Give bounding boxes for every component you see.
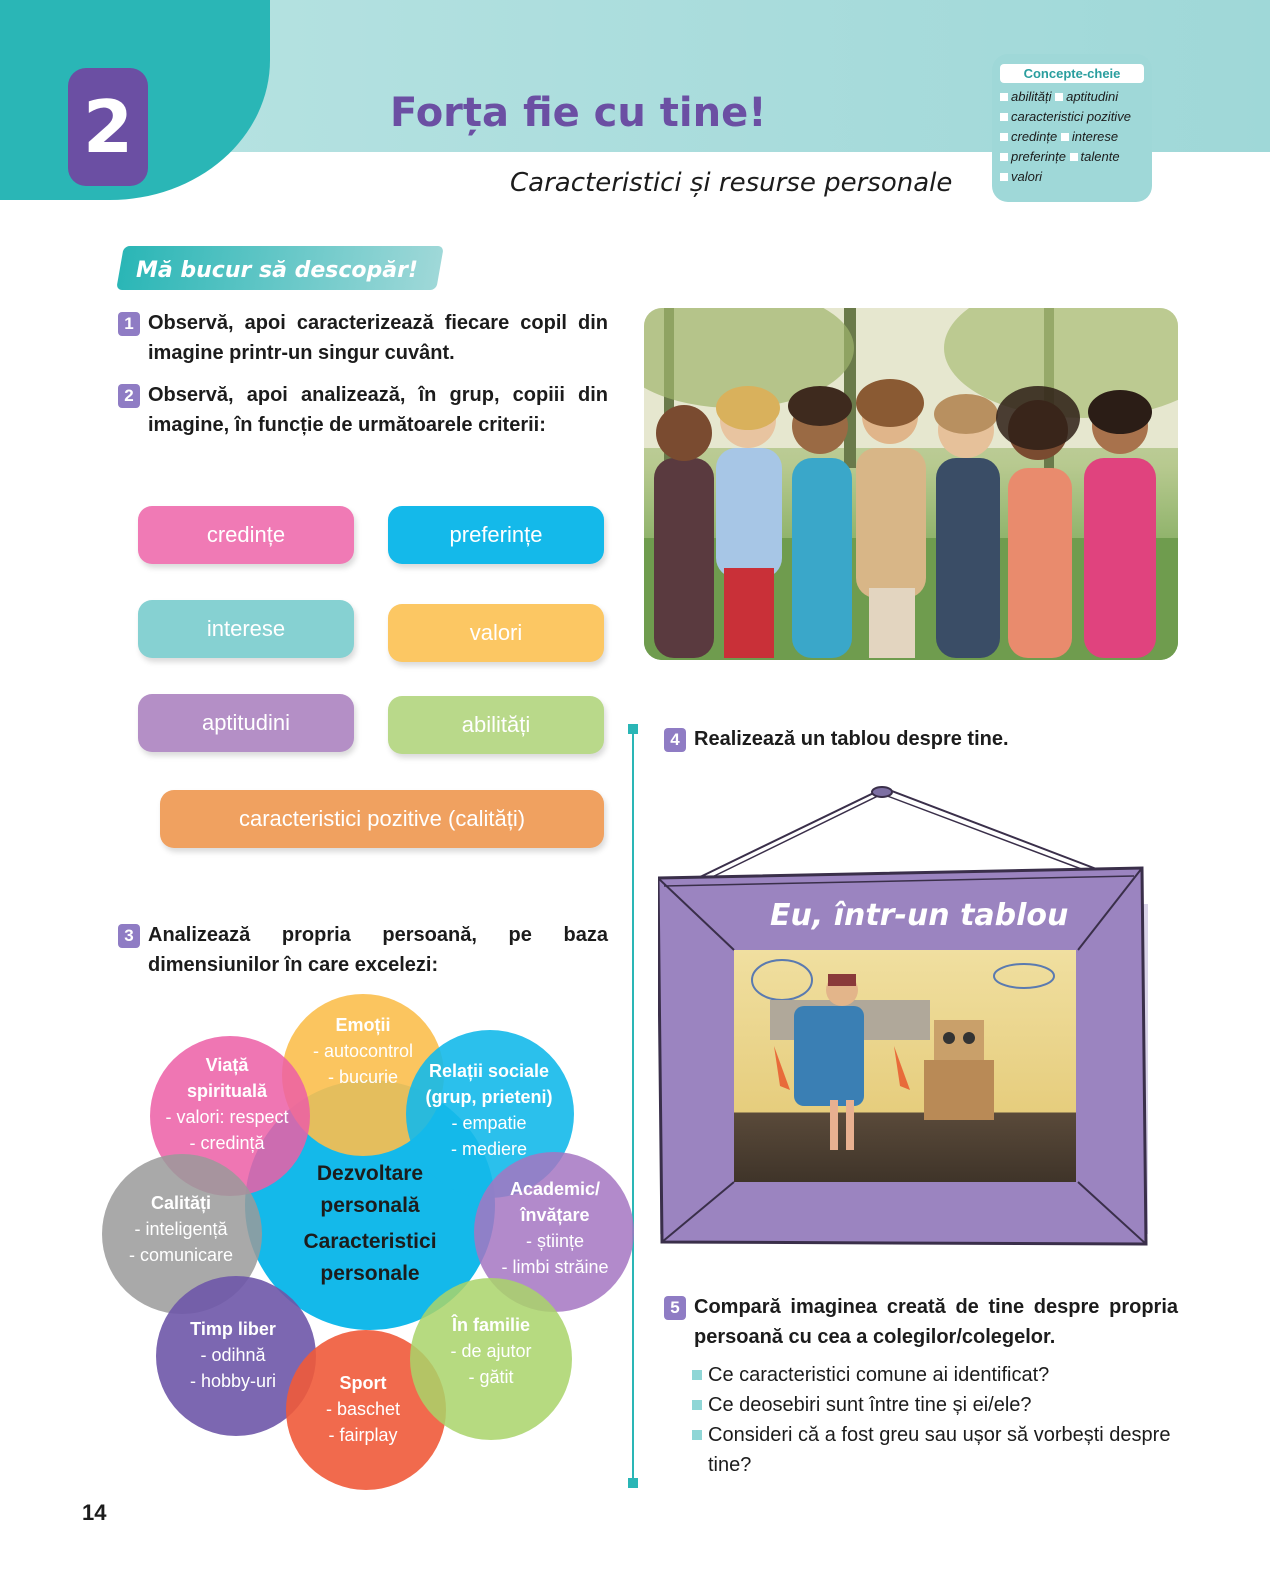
divider-cap — [628, 724, 638, 734]
key-concepts-box — [992, 54, 1152, 202]
key-concepts-title: Concepte-cheie — [1000, 64, 1144, 83]
bubble-item: - mediere — [450, 1139, 528, 1159]
bubble-item: - credință — [189, 1133, 265, 1153]
concept-row — [1000, 107, 1144, 127]
question-number: 4 — [664, 728, 686, 752]
criterion-preferinte: preferințe — [388, 506, 604, 564]
list-item — [692, 1420, 1182, 1480]
question-number: 2 — [118, 384, 140, 408]
bubble-title: spirituală — [186, 1081, 268, 1101]
bubble-item: - de ajutor — [450, 1341, 532, 1361]
criterion-caracteristici-pozitive: caracteristici pozitive (calități) — [160, 790, 604, 848]
bubble-title: Relații sociale — [428, 1061, 550, 1081]
bullet-text: Consideri că a fost greu sau ușor să vorbești despre tine? — [708, 1424, 1171, 1476]
criterion-credinte: credințe — [138, 506, 354, 564]
bubble-item: - gătit — [468, 1367, 514, 1387]
bubble-item: - inteligență — [134, 1219, 228, 1239]
bubble-title: (grup, prieteni) — [425, 1087, 553, 1107]
concept: aptitudini — [1066, 89, 1119, 104]
bubble-item: - limbi străine — [501, 1257, 609, 1277]
criterion-abilitati: abilități — [388, 696, 604, 754]
diagram-center-text — [280, 1158, 460, 1290]
bubble-item: - valori: respect — [165, 1107, 289, 1127]
bubble-item: - odihnă — [200, 1345, 266, 1365]
bubble-item: - autocontrol — [312, 1041, 414, 1061]
bubble-item: - bucurie — [327, 1067, 399, 1087]
criterion-valori: valori — [388, 604, 604, 662]
list-item — [692, 1360, 1182, 1390]
children-illustration — [644, 308, 1178, 660]
question-number: 1 — [118, 312, 140, 336]
section-tag: Mă bucur să descopăr! — [136, 258, 419, 283]
column-divider — [632, 728, 634, 1486]
bubble-title: Academic/ — [509, 1179, 601, 1199]
children-group-photo — [644, 308, 1178, 660]
bubble-familie-text — [406, 1312, 576, 1390]
bubble-academic-text — [470, 1176, 640, 1280]
question-5-text: Compară imaginea creată de tine despre propria persoană cu cea a colegilor/colegelor. — [694, 1296, 1178, 1348]
concept: interese — [1071, 129, 1119, 144]
concept: caracteristici pozitive — [1011, 109, 1131, 124]
criterion-interese: interese — [138, 600, 354, 658]
concept: valori — [1011, 169, 1043, 184]
bubble-title: Emoții — [335, 1015, 391, 1035]
bubble-title: Timp liber — [190, 1319, 276, 1339]
lesson-number-badge: 2 — [68, 68, 148, 186]
question-1-text: Observă, apoi caracterizează fiecare copil din imagine printr-un singur cuvânt. — [148, 312, 608, 364]
bubble-title: Calități — [150, 1193, 211, 1213]
bullet-text: Ce caracteristici comune ai identificat? — [708, 1364, 1050, 1386]
center-line: Caracteristici — [303, 1230, 437, 1253]
bubble-title: Viață — [205, 1055, 249, 1075]
concept-row — [1000, 147, 1144, 167]
concept: preferințe — [1011, 149, 1066, 164]
concept-row — [1000, 167, 1144, 187]
bubble-title: Sport — [339, 1373, 387, 1393]
bubble-item: - baschet — [325, 1399, 401, 1419]
bullet-text: Ce deosebiri sunt între tine și ei/ele? — [708, 1394, 1032, 1416]
question-4-text: Realizează un tablou despre tine. — [694, 728, 1009, 750]
child-robot-illustration — [734, 950, 1076, 1182]
center-line: personală — [320, 1194, 420, 1217]
concept-row — [1000, 127, 1144, 147]
question-5-bullets — [692, 1360, 1182, 1480]
bubble-viata-text — [142, 1052, 312, 1156]
divider-cap — [628, 1478, 638, 1488]
bubble-item: - comunicare — [128, 1245, 234, 1265]
bubble-item: - hobby-uri — [189, 1371, 277, 1391]
page-subtitle: Caracteristici și resurse personale — [510, 168, 953, 198]
child-with-robot-photo — [734, 950, 1076, 1182]
question-number: 5 — [664, 1296, 686, 1320]
concept: credințe — [1011, 129, 1058, 144]
concept: talente — [1080, 149, 1120, 164]
concept: abilități — [1011, 89, 1052, 104]
list-item — [692, 1390, 1182, 1420]
page-number: 14 — [82, 1500, 107, 1525]
concept-row — [1000, 87, 1144, 107]
bubble-calitati-text — [96, 1190, 266, 1268]
frame-title: Eu, într-un tablou — [770, 898, 1069, 933]
bubble-item: - științe — [525, 1231, 585, 1251]
bubble-item: - empatie — [451, 1113, 527, 1133]
question-2-text: Observă, apoi analizează, în grup, copiii din imagine, în funcție de următoarele criterii: — [148, 384, 608, 436]
center-line: Dezvoltare — [316, 1162, 424, 1185]
page-title: Forța fie cu tine! — [390, 90, 767, 136]
center-line: personale — [320, 1262, 420, 1285]
question-number: 3 — [118, 924, 140, 948]
bubble-title: învățare — [520, 1205, 590, 1225]
bubble-relatii-text — [404, 1058, 574, 1162]
bubble-item: - fairplay — [328, 1425, 398, 1445]
criterion-aptitudini: aptitudini — [138, 694, 354, 752]
bubble-title: În familie — [451, 1315, 531, 1335]
question-3-text: Analizează propria persoană, pe baza dimensiunilor în care excelezi: — [148, 924, 608, 976]
